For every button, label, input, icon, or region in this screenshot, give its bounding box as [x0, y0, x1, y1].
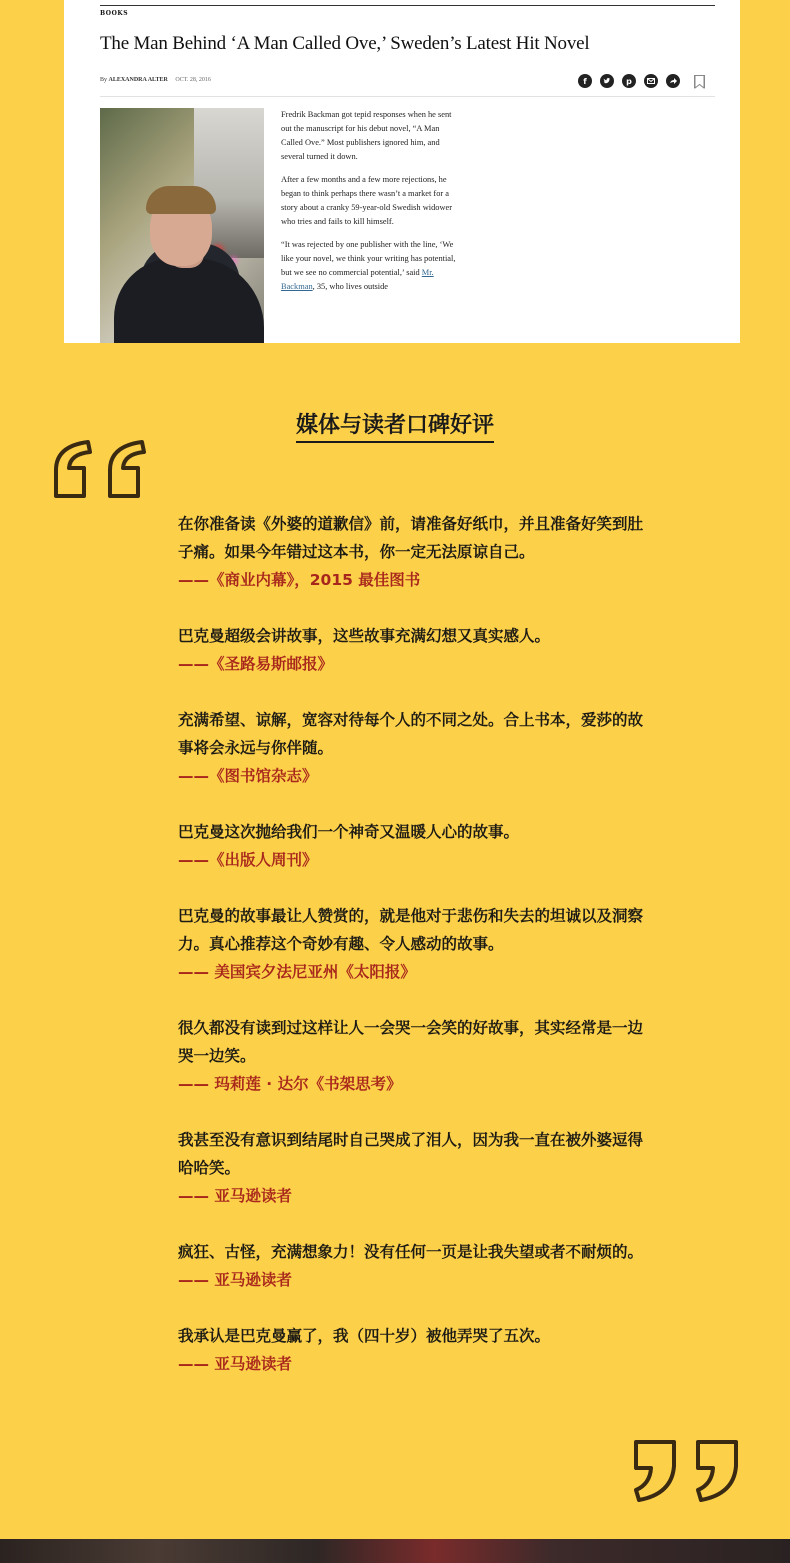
author-link[interactable]: Mr. Backman: [281, 268, 434, 291]
review-item: [178, 1238, 658, 1294]
review-item: [178, 818, 658, 874]
review-text: 疯狂、古怪，充满想象力！没有任何一页是让我失望或者不耐烦的。: [178, 1243, 644, 1261]
review-list: [178, 510, 658, 1378]
publish-date: OCT. 28, 2016: [175, 77, 211, 83]
paragraph-2: After a few months and a few more rejections, he began to think perhaps there wasn’t a market for a story about a cranky 59-year-old Swedish widower who tries and fails to kill himself.: [281, 175, 453, 226]
author-photo: [100, 108, 264, 343]
article-screenshot: [64, 0, 740, 343]
paragraph-1: Fredrik Backman got tepid responses when he sent out the manuscript for his debut novel, “A Man Called Ove.” Most publishers ignored him, and several turned it down.: [281, 110, 452, 161]
share-icon[interactable]: [666, 74, 680, 88]
review-text: 充满希望、谅解，宽容对待每个人的不同之处。合上书本，爱莎的故事将会永远与你伴随。: [178, 711, 644, 757]
review-source: ——《圣路易斯邮报》: [178, 655, 334, 673]
top-rule: [100, 5, 715, 6]
review-source: ——《商业内幕》，2015 最佳图书: [178, 571, 421, 589]
review-text: 巴克曼这次抛给我们一个神奇又温暖人心的故事。: [178, 823, 520, 841]
share-tools: [578, 74, 705, 88]
section-label[interactable]: BOOKS: [100, 10, 129, 17]
bottom-photo-strip: [0, 1539, 790, 1563]
twitter-icon[interactable]: [600, 74, 614, 88]
facebook-icon[interactable]: f: [578, 74, 592, 88]
author-name[interactable]: ALEXANDRA ALTER: [108, 77, 168, 83]
review-item: [178, 902, 658, 986]
email-icon[interactable]: [644, 74, 658, 88]
review-text: 很久都没有读到过这样让人一会哭一会笑的好故事，其实经常是一边哭一边笑。: [178, 1019, 644, 1065]
byline: [100, 77, 211, 83]
review-item: [178, 1322, 658, 1378]
review-item: [178, 1014, 658, 1098]
review-item: [178, 706, 658, 790]
review-source: —— 亚马逊读者: [178, 1355, 292, 1373]
review-text: 我承认是巴克曼赢了，我（四十岁）被他弄哭了五次。: [178, 1327, 551, 1345]
article-body: [281, 108, 461, 303]
review-source: —— 美国宾夕法尼亚州《太阳报》: [178, 963, 416, 981]
review-source: ——《出版人周刊》: [178, 851, 318, 869]
review-item: [178, 622, 658, 678]
review-text: 我甚至没有意识到结尾时自己哭成了泪人，因为我一直在被外婆逗得哈哈笑。: [178, 1131, 644, 1177]
byline-divider: [100, 96, 715, 97]
review-source: ——《图书馆杂志》: [178, 767, 318, 785]
review-source: —— 玛莉莲 · 达尔《书架思考》: [178, 1075, 402, 1093]
byline-prefix: By: [100, 77, 108, 83]
paragraph-3: “It was rejected by one publisher with the line, ‘We like your novel, we think your writing has potential, but we see no commercial potential,’ said Mr. Backman, 35, who lives outside: [281, 240, 456, 291]
review-text: 巴克曼的故事最让人赞赏的，就是他对于悲伤和失去的坦诚以及洞察力。真心推荐这个奇妙有趣、令人感动的故事。: [178, 907, 644, 953]
bookmark-icon[interactable]: [694, 75, 705, 88]
review-text: 巴克曼超级会讲故事，这些故事充满幻想又真实感人。: [178, 627, 551, 645]
review-item: [178, 1126, 658, 1210]
review-item: [178, 510, 658, 594]
open-quote-icon: [52, 440, 152, 500]
review-source: —— 亚马逊读者: [178, 1187, 292, 1205]
review-source: —— 亚马逊读者: [178, 1271, 292, 1289]
review-text: 在你准备读《外婆的道歉信》前，请准备好纸巾，并且准备好笑到肚子痛。如果今年错过这本书，你一定无法原谅自己。: [178, 515, 644, 561]
article-headline: The Man Behind ‘A Man Called Ove,’ Sweden’s Latest Hit Novel: [100, 33, 590, 54]
reviews-title: 媒体与读者口碑好评: [0, 408, 790, 439]
pinterest-icon[interactable]: p: [622, 74, 636, 88]
close-quote-icon: [632, 1438, 740, 1504]
